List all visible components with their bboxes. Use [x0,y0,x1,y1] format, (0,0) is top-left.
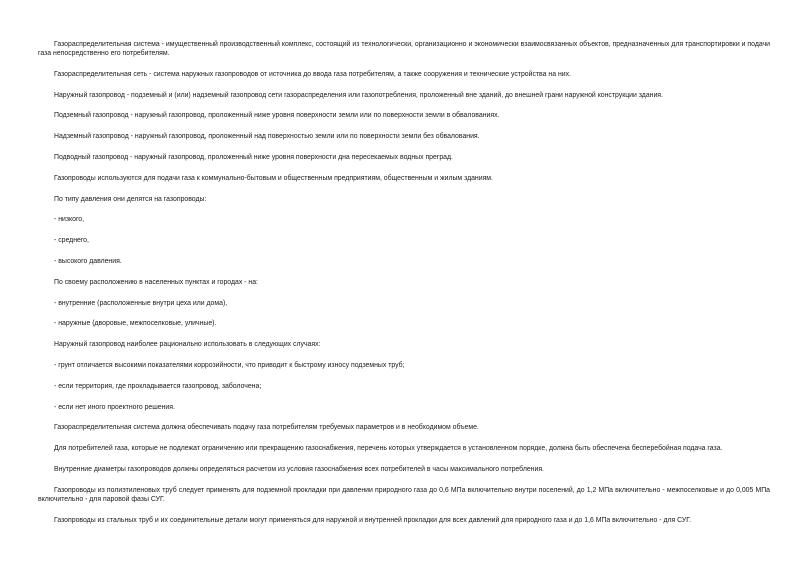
paragraph-gas-distribution-system: Газораспределительная система - имущественный производственный комплекс, состоящий из технологически, организационно и экономически взаимосвязанных объектов, предназначенных для транспортировки и подачи газа непосредственно его потребителям. [38,41,770,57]
paragraph-external-pipeline: Наружный газопровод - подземный и (или) надземный газопровод сети газораспределения или газопотребления, проложенный вне зданий, до внешней грани наружной конструкции здания. [54,91,663,99]
paragraph-pipeline-usage: Газопроводы используются для подачи газа к коммунально-бытовым и общественным предприятиям, общественным и жилым зданиям. [54,174,493,182]
list-item-no-other-solution: - если нет иного проектного решения. [54,403,175,411]
paragraph-uninterrupted-supply: Для потребителей газа, которые не подлежат ограничению или прекращению газоснабжения, перечень которых утверждается в установленном порядке, должна быть обеспечена бесперебойная подача газа. [54,445,723,453]
paragraph-underground-pipeline: Подземный газопровод - наружный газопровод, проложенный ниже уровня поверхности земли или по поверхности земли в обвалованиях. [54,112,500,120]
list-item-external: - наружные (дворовые, межпоселковые, уличные). [54,320,217,328]
document-page [38,40,770,536]
paragraph-system-requirements: Газораспределительная система должна обеспечивать подачу газа потребителям требуемых параметров и в необходимом объеме. [54,424,479,432]
paragraph-external-usage-intro: Наружный газопровод наиболее рационально использовать в следующих случаях: [54,341,321,349]
list-item-low-pressure: - низкого, [54,216,85,224]
paragraph-location-types-intro: По своему расположению в населенных пунктах и городах - на: [54,278,258,286]
paragraph-aboveground-pipeline: Надземный газопровод - наружный газопровод, проложенный над поверхностью земли или по поверхности земли без обвалования. [54,133,480,141]
paragraph-polyethylene-pipes: Газопроводы из полиэтиленовых труб следует применять для подземной прокладки при давлении природного газа до 0,6 МПа включительно внутри поселений, до 1,2 МПа включительно - межпоселковые и до 0,005 МПа включительно - для паровой фазы СУГ. [38,486,770,503]
paragraph-internal-diameters: Внутренние диаметры газопроводов должны определяться расчетом из условия газоснабжения всех потребителей в часы максимального потребления. [54,465,544,473]
paragraph-steel-pipes: Газопроводы из стальных труб и их соединительные детали могут применяться для наружной и внутренней прокладки для всех давлений для природного газа и до 1,6 МПа включительно - для СУГ. [54,516,692,524]
paragraph-gas-distribution-network: Газораспределительная сеть - система наружных газопроводов от источника до ввода газа потребителям, а также сооружения и технические устройства на них. [54,70,571,78]
list-item-swampy-area: - если территория, где прокладывается газопровод, заболочена; [54,382,262,390]
list-item-medium-pressure: - среднего, [54,237,89,245]
paragraph-underwater-pipeline: Подводный газопровод - наружный газопровод, проложенный ниже уровня поверхности дна пересекаемых водных преград. [54,153,453,161]
list-item-corrosive-soil: - грунт отличается высокими показателями коррозийности, что приводит к быстрому износу подземных труб; [54,361,405,369]
paragraph-pressure-types-intro: По типу давления они делятся на газопроводы: [54,195,207,203]
list-item-internal: - внутренние (расположенные внутри цеха или дома), [54,299,228,307]
list-item-high-pressure: - высокого давления. [54,257,122,265]
